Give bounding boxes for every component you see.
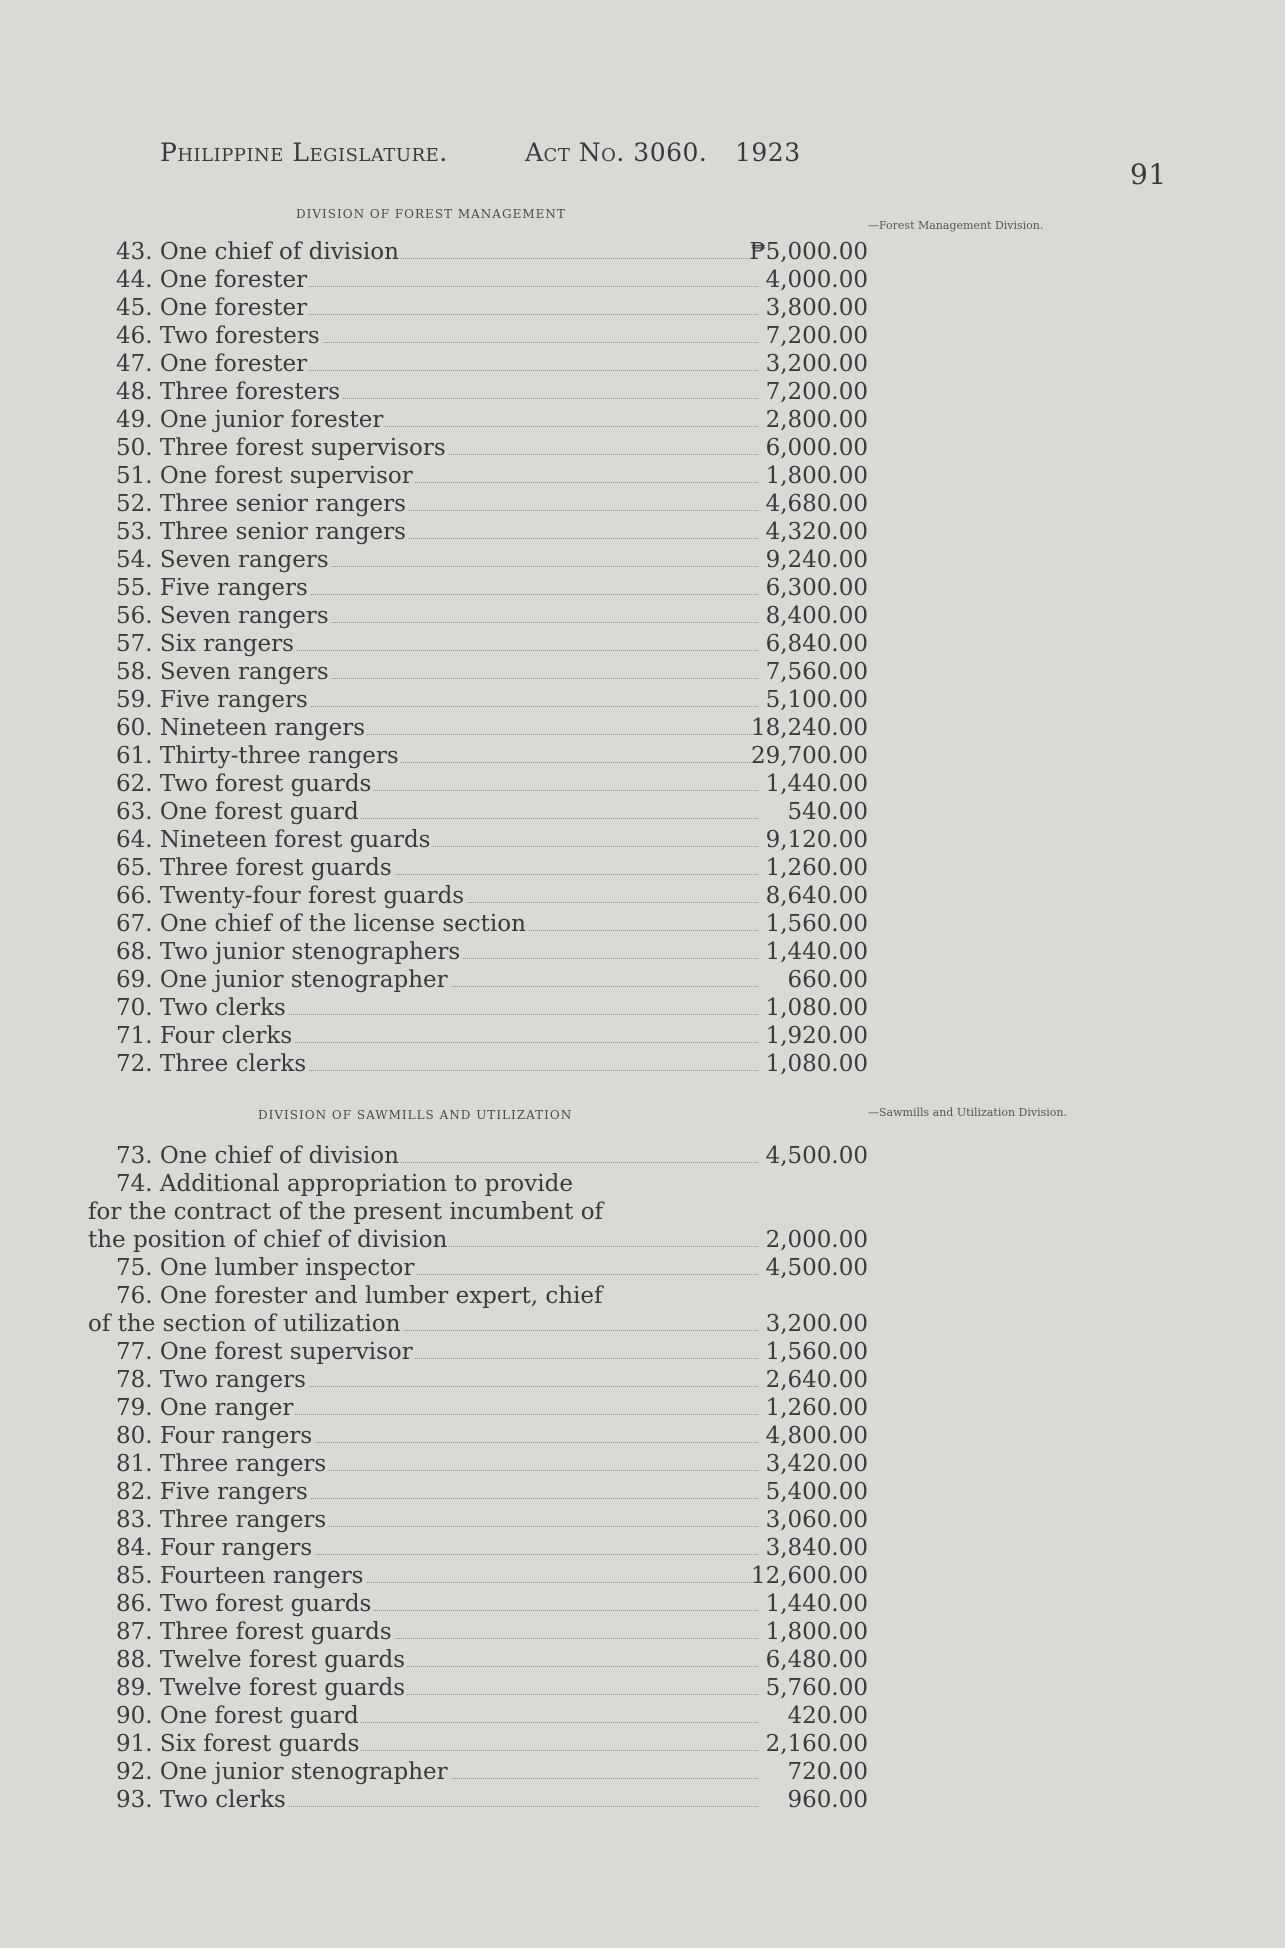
item-amount: 1,440.00 [765,771,868,797]
item-text: 50. Three forest supervisors [116,435,446,461]
item-text: 56. Seven rangers [116,603,329,629]
table-row [88,658,868,686]
table-row [88,1478,868,1506]
item-text: 57. Six rangers [116,631,294,657]
item-description [116,1562,758,1590]
item-text: 70. Two clerks [116,995,286,1021]
item-text: 51. One forest supervisor [116,463,413,489]
sawmills-entries [88,1142,868,1814]
item-text: 52. Three senior rangers [116,491,406,517]
item-description [116,910,758,938]
item-amount: 540.00 [787,799,868,825]
item-amount: 29,700.00 [750,743,868,769]
item-text: 78. Two rangers [116,1367,306,1393]
item-description [116,1646,758,1674]
item-text: 62. Two forest guards [116,771,372,797]
item-amount: 720.00 [787,1759,868,1785]
table-row [88,1730,868,1758]
table-row [88,1562,868,1590]
item-description [116,1254,758,1282]
table-row [88,518,868,546]
item-description [116,602,758,630]
item-description [88,1226,758,1254]
table-row [88,434,868,462]
item-description [116,462,758,490]
item-description [116,658,758,686]
item-amount: ₱5,000.00 [749,239,868,265]
margin-note-sawmills: —Sawmills and Utilization Division. [868,1106,1067,1119]
item-text: 76. One forester and lumber expert, chief [116,1283,603,1309]
item-description [116,1478,758,1506]
table-row [88,1226,868,1254]
item-amount: 6,000.00 [765,435,868,461]
item-text: 71. Four clerks [116,1023,293,1049]
item-description [116,1422,758,1450]
item-description [116,1702,758,1730]
table-row [88,966,868,994]
table-row [88,1534,868,1562]
item-amount: 960.00 [787,1787,868,1813]
item-text: 63. One forest guard [116,799,359,825]
item-description [116,1170,758,1198]
section-title-forest-management: DIVISION OF FOREST MANAGEMENT [296,207,566,221]
table-row [88,602,868,630]
table-row [88,910,868,938]
table-row [88,1646,868,1674]
running-title: Philippine Legislature. [160,138,448,167]
item-description [116,1050,758,1078]
item-text: 64. Nineteen forest guards [116,827,431,853]
item-amount: 6,840.00 [765,631,868,657]
item-text: 77. One forest supervisor [116,1339,413,1365]
item-text: 85. Fourteen rangers [116,1563,364,1589]
table-row [88,1394,868,1422]
item-text: 59. Five rangers [116,687,308,713]
item-description [116,1506,758,1534]
item-description [116,378,758,406]
item-amount: 3,060.00 [765,1507,868,1533]
item-text: 79. One ranger [116,1395,294,1421]
table-row [88,1022,868,1050]
item-text: 54. Seven rangers [116,547,329,573]
item-text: 86. Two forest guards [116,1591,372,1617]
table-row [88,854,868,882]
item-amount: 1,920.00 [765,1023,868,1049]
item-description [88,1310,758,1338]
table-row [88,1758,868,1786]
table-row [88,546,868,574]
item-text: 66. Twenty-four forest guards [116,883,465,909]
table-row [88,770,868,798]
table-row [88,1618,868,1646]
item-description [116,938,758,966]
item-description [116,266,758,294]
table-row [88,490,868,518]
table-row [88,1254,868,1282]
table-row [88,574,868,602]
item-text: 65. Three forest guards [116,855,392,881]
item-description [116,1142,758,1170]
table-row [88,742,868,770]
item-amount: 3,800.00 [765,295,868,321]
table-row [88,686,868,714]
item-description [116,1786,758,1814]
item-text: 89. Twelve forest guards [116,1675,406,1701]
item-amount: 1,260.00 [765,855,868,881]
item-amount: 5,760.00 [765,1675,868,1701]
item-amount: 1,560.00 [765,911,868,937]
table-row [88,1310,868,1338]
item-amount: 4,500.00 [765,1255,868,1281]
item-amount: 8,640.00 [765,883,868,909]
item-amount: 18,240.00 [750,715,868,741]
item-description [116,238,758,266]
item-text: 87. Three forest guards [116,1619,392,1645]
item-description [116,518,758,546]
table-row [88,462,868,490]
item-amount: 9,120.00 [765,827,868,853]
section-title-sawmills: DIVISION OF SAWMILLS AND UTILIZATION [258,1108,573,1122]
item-amount: 5,400.00 [765,1479,868,1505]
item-amount: 3,840.00 [765,1535,868,1561]
item-text: 55. Five rangers [116,575,308,601]
item-text: 83. Three rangers [116,1507,327,1533]
item-text: 48. Three foresters [116,379,340,405]
table-row [88,882,868,910]
table-row [88,826,868,854]
item-text: 68. Two junior stenographers [116,939,461,965]
item-amount: 9,240.00 [765,547,868,573]
table-row [88,938,868,966]
item-text: 90. One forest guard [116,1703,359,1729]
item-text: 75. One lumber inspector [116,1255,415,1281]
item-text: 46. Two foresters [116,323,320,349]
item-amount: 1,080.00 [765,995,868,1021]
item-amount: 2,640.00 [765,1367,868,1393]
item-amount: 4,000.00 [765,267,868,293]
item-description [116,770,758,798]
item-description [116,1022,758,1050]
table-row [88,1198,868,1226]
table-row [88,798,868,826]
item-amount: 3,200.00 [765,351,868,377]
item-description [116,1366,758,1394]
item-amount: 1,440.00 [765,1591,868,1617]
item-description [116,574,758,602]
item-text: for the contract of the present incumbent of [88,1199,604,1225]
item-amount: 2,000.00 [765,1227,868,1253]
item-amount: 3,200.00 [765,1311,868,1337]
item-amount: 4,320.00 [765,519,868,545]
item-text: 61. Thirty-three rangers [116,743,399,769]
item-amount: 6,300.00 [765,575,868,601]
table-row [88,1050,868,1078]
item-amount: 1,800.00 [765,463,868,489]
item-description [116,1590,758,1618]
page-header [160,138,1167,191]
item-description [116,1450,758,1478]
page-number: 91 [1130,158,1167,191]
table-row [88,714,868,742]
item-amount: 8,400.00 [765,603,868,629]
item-amount: 5,100.00 [765,687,868,713]
table-row [88,630,868,658]
item-text: 49. One junior forester [116,407,384,433]
item-description [116,686,758,714]
year: 1923 [735,138,801,167]
item-text: 69. One junior stenographer [116,967,448,993]
item-amount: 2,800.00 [765,407,868,433]
table-row [88,1422,868,1450]
table-row [88,1170,868,1198]
item-description [116,826,758,854]
item-text: of the section of utilization [88,1311,401,1337]
item-text: 74. Additional appropriation to provide [116,1171,573,1197]
item-description [116,1534,758,1562]
item-description [116,966,758,994]
table-row [88,1786,868,1814]
item-description [116,406,758,434]
item-description [116,1758,758,1786]
item-text: 44. One forester [116,267,308,293]
item-amount: 4,500.00 [765,1143,868,1169]
item-description [116,1394,758,1422]
margin-note-forest-management: —Forest Management Division. [868,219,1044,232]
item-amount: 4,800.00 [765,1423,868,1449]
item-amount: 420.00 [787,1703,868,1729]
item-text: 45. One forester [116,295,308,321]
item-text: the position of chief of division [88,1227,448,1253]
item-description [116,1618,758,1646]
item-description [116,882,758,910]
item-description [116,434,758,462]
item-text: 82. Five rangers [116,1479,308,1505]
table-row [88,238,868,266]
item-amount: 7,200.00 [765,379,868,405]
item-description [116,714,758,742]
item-description [116,350,758,378]
item-description [116,1674,758,1702]
item-description [116,546,758,574]
forest-management-entries [88,238,868,1078]
item-text: 53. Three senior rangers [116,519,406,545]
item-description [116,742,758,770]
table-row [88,266,868,294]
item-text: 47. One forester [116,351,308,377]
item-text: 72. Three clerks [116,1051,307,1077]
table-row [88,322,868,350]
item-amount: 1,560.00 [765,1339,868,1365]
item-amount: 1,260.00 [765,1395,868,1421]
table-row [88,1142,868,1170]
table-row [88,1506,868,1534]
item-text: 92. One junior stenographer [116,1759,448,1785]
item-text: 93. Two clerks [116,1787,286,1813]
item-description [116,1282,758,1310]
item-text: 84. Four rangers [116,1535,313,1561]
item-description [116,1730,758,1758]
table-row [88,1338,868,1366]
item-description [116,798,758,826]
table-row [88,350,868,378]
item-amount: 7,200.00 [765,323,868,349]
table-row [88,1366,868,1394]
table-row [88,294,868,322]
item-description [116,1338,758,1366]
table-row [88,378,868,406]
item-text: 91. Six forest guards [116,1731,360,1757]
item-text: 73. One chief of division [116,1143,399,1169]
item-text: 88. Twelve forest guards [116,1647,406,1673]
item-amount: 1,080.00 [765,1051,868,1077]
table-row [88,994,868,1022]
item-amount: 7,560.00 [765,659,868,685]
item-amount: 660.00 [787,967,868,993]
table-row [88,1282,868,1310]
item-text: 60. Nineteen rangers [116,715,366,741]
item-description [116,490,758,518]
act-number: Act No. 3060. [525,138,708,167]
table-row [88,406,868,434]
item-amount: 4,680.00 [765,491,868,517]
table-row [88,1674,868,1702]
item-amount: 1,440.00 [765,939,868,965]
item-amount: 3,420.00 [765,1451,868,1477]
item-text: 67. One chief of the license section [116,911,526,937]
item-description [116,322,758,350]
item-description [88,1198,758,1226]
item-description [116,994,758,1022]
item-text: 43. One chief of division [116,239,399,265]
item-text: 81. Three rangers [116,1451,327,1477]
item-description [116,630,758,658]
table-row [88,1450,868,1478]
item-description [116,294,758,322]
item-text: 58. Seven rangers [116,659,329,685]
item-description [116,854,758,882]
item-text: 80. Four rangers [116,1423,313,1449]
item-amount: 6,480.00 [765,1647,868,1673]
table-row [88,1590,868,1618]
item-amount: 12,600.00 [750,1563,868,1589]
item-amount: 2,160.00 [765,1731,868,1757]
item-amount: 1,800.00 [765,1619,868,1645]
table-row [88,1702,868,1730]
